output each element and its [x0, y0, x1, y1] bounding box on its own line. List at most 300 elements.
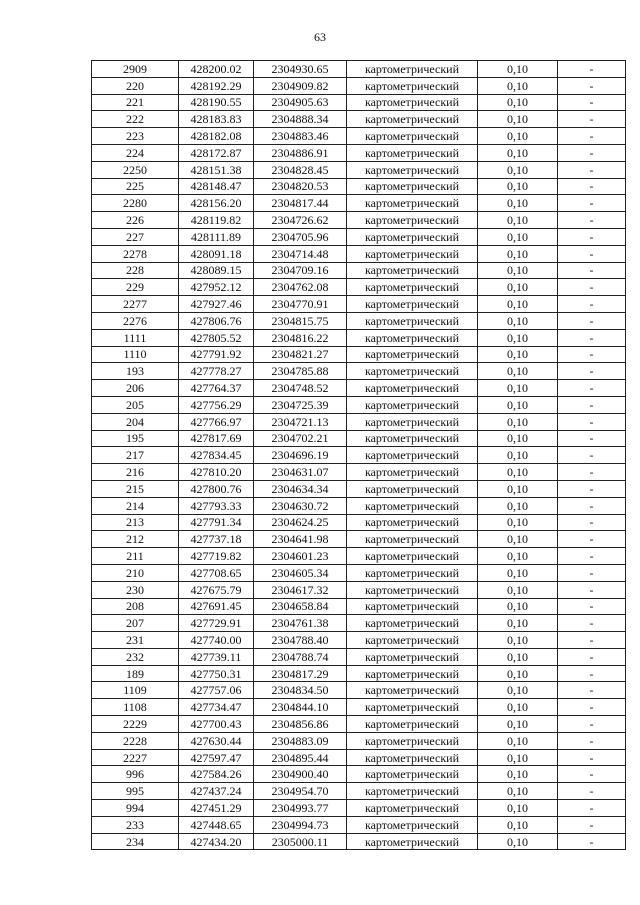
point-number-cell: 220: [92, 77, 179, 94]
description-cell: -: [558, 531, 626, 548]
x-coordinate-cell: 427700.43: [179, 716, 254, 733]
description-cell: -: [558, 195, 626, 212]
accuracy-cell: 0,10: [478, 363, 558, 380]
y-coordinate-cell: 2304770.91: [254, 296, 347, 313]
y-coordinate-cell: 2304856.86: [254, 716, 347, 733]
description-cell: -: [558, 800, 626, 817]
description-cell: -: [558, 346, 626, 363]
table-row: [92, 581, 626, 598]
x-coordinate-cell: 427740.00: [179, 632, 254, 649]
y-coordinate-cell: 2304820.53: [254, 178, 347, 195]
accuracy-cell: 0,10: [478, 548, 558, 565]
accuracy-cell: 0,10: [478, 464, 558, 481]
accuracy-cell: 0,10: [478, 514, 558, 531]
accuracy-cell: 0,10: [478, 94, 558, 111]
table-row: [92, 699, 626, 716]
y-coordinate-cell: 2304762.08: [254, 279, 347, 296]
point-number-cell: 2278: [92, 245, 179, 262]
y-coordinate-cell: 2304634.34: [254, 480, 347, 497]
y-coordinate-cell: 2304748.52: [254, 380, 347, 397]
accuracy-cell: 0,10: [478, 531, 558, 548]
point-number-cell: 1108: [92, 699, 179, 716]
table-row: [92, 564, 626, 581]
x-coordinate-cell: 427719.82: [179, 548, 254, 565]
accuracy-cell: 0,10: [478, 581, 558, 598]
y-coordinate-cell: 2304994.73: [254, 816, 347, 833]
method-cell: картометрический: [347, 464, 478, 481]
description-cell: -: [558, 480, 626, 497]
x-coordinate-cell: 428119.82: [179, 212, 254, 229]
description-cell: -: [558, 111, 626, 128]
y-coordinate-cell: 2305000.11: [254, 833, 347, 850]
y-coordinate-cell: 2304788.74: [254, 648, 347, 665]
description-cell: -: [558, 61, 626, 78]
point-number-cell: 215: [92, 480, 179, 497]
y-coordinate-cell: 2304658.84: [254, 598, 347, 615]
accuracy-cell: 0,10: [478, 329, 558, 346]
x-coordinate-cell: 427750.31: [179, 665, 254, 682]
method-cell: картометрический: [347, 363, 478, 380]
table-row: [92, 548, 626, 565]
table-row: [92, 363, 626, 380]
method-cell: картометрический: [347, 77, 478, 94]
description-cell: -: [558, 279, 626, 296]
x-coordinate-cell: 427757.06: [179, 682, 254, 699]
method-cell: картометрический: [347, 296, 478, 313]
x-coordinate-cell: 428182.08: [179, 128, 254, 145]
x-coordinate-cell: 428151.38: [179, 161, 254, 178]
accuracy-cell: 0,10: [478, 111, 558, 128]
point-number-cell: 1109: [92, 682, 179, 699]
x-coordinate-cell: 427764.37: [179, 380, 254, 397]
x-coordinate-cell: 427810.20: [179, 464, 254, 481]
description-cell: -: [558, 816, 626, 833]
method-cell: картометрический: [347, 665, 478, 682]
description-cell: -: [558, 833, 626, 850]
description-cell: -: [558, 514, 626, 531]
description-cell: -: [558, 732, 626, 749]
method-cell: картометрический: [347, 262, 478, 279]
x-coordinate-cell: 428172.87: [179, 144, 254, 161]
table-row: [92, 128, 626, 145]
description-cell: -: [558, 228, 626, 245]
method-cell: картометрический: [347, 413, 478, 430]
x-coordinate-cell: 427434.20: [179, 833, 254, 850]
table-row: [92, 61, 626, 78]
table-row: [92, 716, 626, 733]
x-coordinate-cell: 427734.47: [179, 699, 254, 716]
point-number-cell: 204: [92, 413, 179, 430]
point-number-cell: 206: [92, 380, 179, 397]
table-row: [92, 514, 626, 531]
point-number-cell: 2909: [92, 61, 179, 78]
y-coordinate-cell: 2304993.77: [254, 800, 347, 817]
table-row: [92, 447, 626, 464]
method-cell: картометрический: [347, 816, 478, 833]
method-cell: картометрический: [347, 61, 478, 78]
method-cell: картометрический: [347, 615, 478, 632]
y-coordinate-cell: 2304714.48: [254, 245, 347, 262]
accuracy-cell: 0,10: [478, 128, 558, 145]
method-cell: картометрический: [347, 699, 478, 716]
point-number-cell: 226: [92, 212, 179, 229]
x-coordinate-cell: 428091.18: [179, 245, 254, 262]
accuracy-cell: 0,10: [478, 480, 558, 497]
table-row: [92, 531, 626, 548]
description-cell: -: [558, 632, 626, 649]
y-coordinate-cell: 2304788.40: [254, 632, 347, 649]
y-coordinate-cell: 2304930.65: [254, 61, 347, 78]
point-number-cell: 996: [92, 766, 179, 783]
x-coordinate-cell: 427675.79: [179, 581, 254, 598]
y-coordinate-cell: 2304624.25: [254, 514, 347, 531]
coordinates-table-body: [92, 61, 626, 850]
page-number: 63: [314, 30, 326, 44]
method-cell: картометрический: [347, 312, 478, 329]
accuracy-cell: 0,10: [478, 749, 558, 766]
accuracy-cell: 0,10: [478, 598, 558, 615]
table-row: [92, 111, 626, 128]
description-cell: -: [558, 447, 626, 464]
point-number-cell: 229: [92, 279, 179, 296]
method-cell: картометрический: [347, 329, 478, 346]
table-row: [92, 430, 626, 447]
point-number-cell: 208: [92, 598, 179, 615]
method-cell: картометрический: [347, 716, 478, 733]
accuracy-cell: 0,10: [478, 396, 558, 413]
description-cell: -: [558, 245, 626, 262]
y-coordinate-cell: 2304816.22: [254, 329, 347, 346]
accuracy-cell: 0,10: [478, 380, 558, 397]
method-cell: картометрический: [347, 581, 478, 598]
table-row: [92, 279, 626, 296]
accuracy-cell: 0,10: [478, 800, 558, 817]
point-number-cell: 2229: [92, 716, 179, 733]
x-coordinate-cell: 427800.76: [179, 480, 254, 497]
table-row: [92, 346, 626, 363]
x-coordinate-cell: 427756.29: [179, 396, 254, 413]
table-row: [92, 682, 626, 699]
description-cell: -: [558, 262, 626, 279]
description-cell: -: [558, 94, 626, 111]
y-coordinate-cell: 2304817.29: [254, 665, 347, 682]
point-number-cell: 994: [92, 800, 179, 817]
method-cell: картометрический: [347, 128, 478, 145]
x-coordinate-cell: 427630.44: [179, 732, 254, 749]
table-row: [92, 178, 626, 195]
description-cell: -: [558, 296, 626, 313]
method-cell: картометрический: [347, 632, 478, 649]
table-row: [92, 598, 626, 615]
table-row: [92, 228, 626, 245]
description-cell: -: [558, 430, 626, 447]
point-number-cell: 234: [92, 833, 179, 850]
y-coordinate-cell: 2304725.39: [254, 396, 347, 413]
accuracy-cell: 0,10: [478, 312, 558, 329]
y-coordinate-cell: 2304883.46: [254, 128, 347, 145]
y-coordinate-cell: 2304883.09: [254, 732, 347, 749]
description-cell: -: [558, 783, 626, 800]
accuracy-cell: 0,10: [478, 816, 558, 833]
x-coordinate-cell: 427729.91: [179, 615, 254, 632]
table-row: [92, 413, 626, 430]
accuracy-cell: 0,10: [478, 161, 558, 178]
y-coordinate-cell: 2304605.34: [254, 564, 347, 581]
y-coordinate-cell: 2304895.44: [254, 749, 347, 766]
method-cell: картометрический: [347, 430, 478, 447]
y-coordinate-cell: 2304886.91: [254, 144, 347, 161]
description-cell: -: [558, 766, 626, 783]
table-row: [92, 665, 626, 682]
x-coordinate-cell: 427597.47: [179, 749, 254, 766]
method-cell: картометрический: [347, 766, 478, 783]
description-cell: -: [558, 598, 626, 615]
point-number-cell: 2280: [92, 195, 179, 212]
description-cell: -: [558, 312, 626, 329]
description-cell: -: [558, 413, 626, 430]
accuracy-cell: 0,10: [478, 296, 558, 313]
y-coordinate-cell: 2304844.10: [254, 699, 347, 716]
accuracy-cell: 0,10: [478, 732, 558, 749]
x-coordinate-cell: 427691.45: [179, 598, 254, 615]
x-coordinate-cell: 427927.46: [179, 296, 254, 313]
x-coordinate-cell: 427437.24: [179, 783, 254, 800]
point-number-cell: 195: [92, 430, 179, 447]
accuracy-cell: 0,10: [478, 77, 558, 94]
y-coordinate-cell: 2304601.23: [254, 548, 347, 565]
method-cell: картометрический: [347, 564, 478, 581]
method-cell: картометрический: [347, 94, 478, 111]
y-coordinate-cell: 2304909.82: [254, 77, 347, 94]
point-number-cell: 995: [92, 783, 179, 800]
table-row: [92, 732, 626, 749]
method-cell: картометрический: [347, 732, 478, 749]
accuracy-cell: 0,10: [478, 447, 558, 464]
point-number-cell: 212: [92, 531, 179, 548]
table-row: [92, 480, 626, 497]
description-cell: -: [558, 665, 626, 682]
description-cell: -: [558, 716, 626, 733]
y-coordinate-cell: 2304696.19: [254, 447, 347, 464]
method-cell: картометрический: [347, 514, 478, 531]
accuracy-cell: 0,10: [478, 346, 558, 363]
method-cell: картометрический: [347, 212, 478, 229]
point-number-cell: 232: [92, 648, 179, 665]
description-cell: -: [558, 77, 626, 94]
method-cell: картометрический: [347, 161, 478, 178]
table-row: [92, 329, 626, 346]
table-row: [92, 380, 626, 397]
description-cell: -: [558, 329, 626, 346]
point-number-cell: 214: [92, 497, 179, 514]
point-number-cell: 228: [92, 262, 179, 279]
table-row: [92, 648, 626, 665]
y-coordinate-cell: 2304834.50: [254, 682, 347, 699]
method-cell: картометрический: [347, 447, 478, 464]
description-cell: -: [558, 497, 626, 514]
point-number-cell: 217: [92, 447, 179, 464]
description-cell: -: [558, 212, 626, 229]
y-coordinate-cell: 2304900.40: [254, 766, 347, 783]
point-number-cell: 189: [92, 665, 179, 682]
point-number-cell: 224: [92, 144, 179, 161]
description-cell: -: [558, 564, 626, 581]
method-cell: картометрический: [347, 531, 478, 548]
x-coordinate-cell: 427791.92: [179, 346, 254, 363]
method-cell: картометрический: [347, 144, 478, 161]
table-row: [92, 833, 626, 850]
method-cell: картометрический: [347, 245, 478, 262]
point-number-cell: 221: [92, 94, 179, 111]
point-number-cell: 211: [92, 548, 179, 565]
table-row: [92, 312, 626, 329]
y-coordinate-cell: 2304785.88: [254, 363, 347, 380]
table-row: [92, 816, 626, 833]
point-number-cell: 225: [92, 178, 179, 195]
accuracy-cell: 0,10: [478, 195, 558, 212]
x-coordinate-cell: 427952.12: [179, 279, 254, 296]
table-row: [92, 497, 626, 514]
point-number-cell: 213: [92, 514, 179, 531]
table-row: [92, 262, 626, 279]
y-coordinate-cell: 2304817.44: [254, 195, 347, 212]
table-row: [92, 464, 626, 481]
method-cell: картометрический: [347, 749, 478, 766]
point-number-cell: 2250: [92, 161, 179, 178]
table-row: [92, 632, 626, 649]
table-row: [92, 766, 626, 783]
x-coordinate-cell: 427834.45: [179, 447, 254, 464]
accuracy-cell: 0,10: [478, 615, 558, 632]
accuracy-cell: 0,10: [478, 716, 558, 733]
accuracy-cell: 0,10: [478, 665, 558, 682]
accuracy-cell: 0,10: [478, 632, 558, 649]
method-cell: картометрический: [347, 800, 478, 817]
accuracy-cell: 0,10: [478, 648, 558, 665]
method-cell: картометрический: [347, 279, 478, 296]
description-cell: -: [558, 396, 626, 413]
description-cell: -: [558, 128, 626, 145]
method-cell: картометрический: [347, 833, 478, 850]
point-number-cell: 2277: [92, 296, 179, 313]
table-row: [92, 615, 626, 632]
x-coordinate-cell: 428192.29: [179, 77, 254, 94]
description-cell: -: [558, 648, 626, 665]
x-coordinate-cell: 427448.65: [179, 816, 254, 833]
x-coordinate-cell: 428111.89: [179, 228, 254, 245]
method-cell: картометрический: [347, 396, 478, 413]
accuracy-cell: 0,10: [478, 144, 558, 161]
x-coordinate-cell: 427778.27: [179, 363, 254, 380]
description-cell: -: [558, 178, 626, 195]
table-row: [92, 800, 626, 817]
x-coordinate-cell: 428183.83: [179, 111, 254, 128]
method-cell: картометрический: [347, 497, 478, 514]
table-row: [92, 144, 626, 161]
y-coordinate-cell: 2304631.07: [254, 464, 347, 481]
point-number-cell: 222: [92, 111, 179, 128]
x-coordinate-cell: 427708.65: [179, 564, 254, 581]
table-row: [92, 94, 626, 111]
method-cell: картометрический: [347, 480, 478, 497]
x-coordinate-cell: 428089.15: [179, 262, 254, 279]
x-coordinate-cell: 427805.52: [179, 329, 254, 346]
point-number-cell: 1110: [92, 346, 179, 363]
coordinates-table: [91, 60, 626, 850]
table-row: [92, 212, 626, 229]
method-cell: картометрический: [347, 648, 478, 665]
point-number-cell: 223: [92, 128, 179, 145]
y-coordinate-cell: 2304954.70: [254, 783, 347, 800]
y-coordinate-cell: 2304815.75: [254, 312, 347, 329]
table-row: [92, 195, 626, 212]
y-coordinate-cell: 2304726.62: [254, 212, 347, 229]
x-coordinate-cell: 427451.29: [179, 800, 254, 817]
description-cell: -: [558, 581, 626, 598]
x-coordinate-cell: 427584.26: [179, 766, 254, 783]
y-coordinate-cell: 2304905.63: [254, 94, 347, 111]
point-number-cell: 207: [92, 615, 179, 632]
x-coordinate-cell: 428190.55: [179, 94, 254, 111]
x-coordinate-cell: 427793.33: [179, 497, 254, 514]
y-coordinate-cell: 2304761.38: [254, 615, 347, 632]
method-cell: картометрический: [347, 548, 478, 565]
accuracy-cell: 0,10: [478, 430, 558, 447]
method-cell: картометрический: [347, 111, 478, 128]
y-coordinate-cell: 2304888.34: [254, 111, 347, 128]
accuracy-cell: 0,10: [478, 413, 558, 430]
table-row: [92, 396, 626, 413]
y-coordinate-cell: 2304705.96: [254, 228, 347, 245]
method-cell: картометрический: [347, 178, 478, 195]
y-coordinate-cell: 2304709.16: [254, 262, 347, 279]
method-cell: картометрический: [347, 598, 478, 615]
point-number-cell: 230: [92, 581, 179, 598]
description-cell: -: [558, 615, 626, 632]
description-cell: -: [558, 380, 626, 397]
point-number-cell: 216: [92, 464, 179, 481]
table-row: [92, 161, 626, 178]
method-cell: картометрический: [347, 228, 478, 245]
x-coordinate-cell: 427806.76: [179, 312, 254, 329]
accuracy-cell: 0,10: [478, 61, 558, 78]
point-number-cell: 210: [92, 564, 179, 581]
y-coordinate-cell: 2304702.21: [254, 430, 347, 447]
point-number-cell: 205: [92, 396, 179, 413]
point-number-cell: 231: [92, 632, 179, 649]
y-coordinate-cell: 2304821.27: [254, 346, 347, 363]
point-number-cell: 2276: [92, 312, 179, 329]
method-cell: картометрический: [347, 380, 478, 397]
description-cell: -: [558, 749, 626, 766]
table-row: [92, 245, 626, 262]
accuracy-cell: 0,10: [478, 212, 558, 229]
accuracy-cell: 0,10: [478, 682, 558, 699]
accuracy-cell: 0,10: [478, 783, 558, 800]
point-number-cell: 227: [92, 228, 179, 245]
y-coordinate-cell: 2304617.32: [254, 581, 347, 598]
description-cell: -: [558, 363, 626, 380]
y-coordinate-cell: 2304828.45: [254, 161, 347, 178]
description-cell: -: [558, 161, 626, 178]
x-coordinate-cell: 428156.20: [179, 195, 254, 212]
accuracy-cell: 0,10: [478, 699, 558, 716]
accuracy-cell: 0,10: [478, 497, 558, 514]
accuracy-cell: 0,10: [478, 228, 558, 245]
x-coordinate-cell: 428148.47: [179, 178, 254, 195]
accuracy-cell: 0,10: [478, 245, 558, 262]
description-cell: -: [558, 548, 626, 565]
